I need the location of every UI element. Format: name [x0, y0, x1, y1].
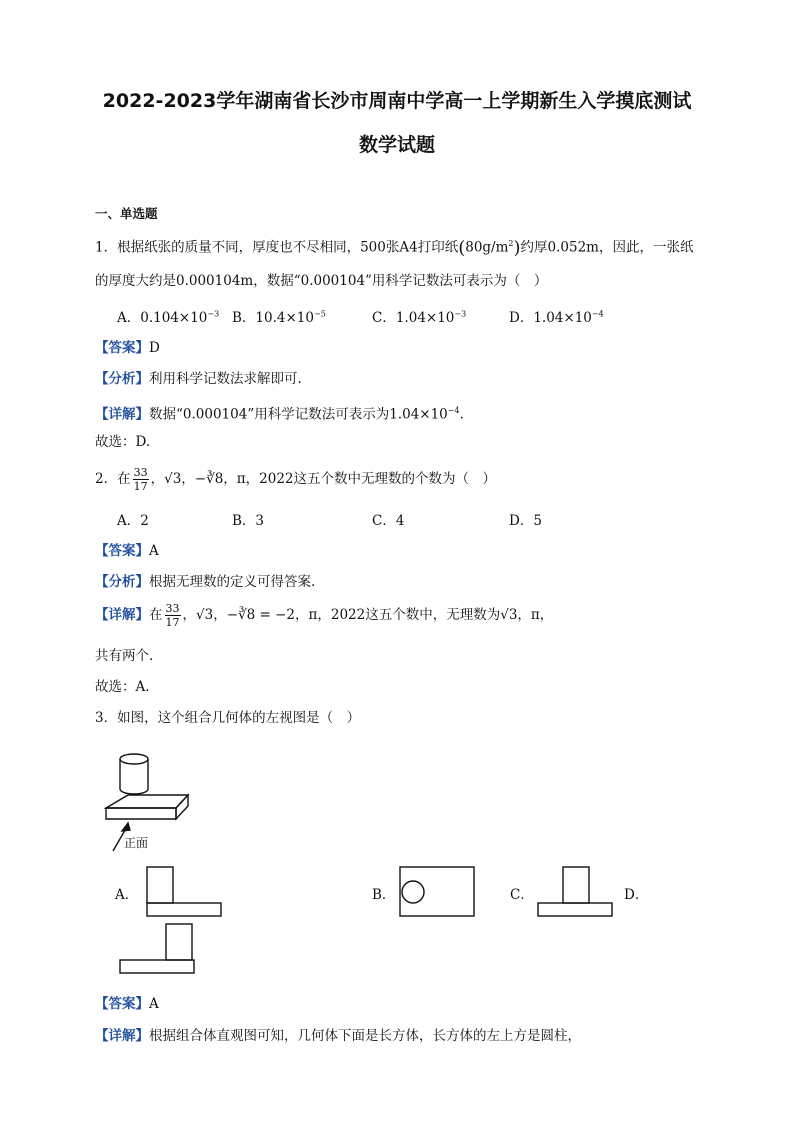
paren-left: ( [458, 237, 466, 259]
answer-tag: 【答案】 [95, 340, 149, 356]
q1-analysis: 【分析】利用科学记数法求解即可. [95, 371, 302, 387]
q3-answer: 【答案】A [95, 996, 159, 1012]
q3-stem: 3．如图，这个组合几何体的左视图是（ ） [95, 710, 361, 726]
doc-title-line2: 数学试题 [358, 134, 435, 156]
q1-stem-line1 [95, 235, 693, 258]
detail-tag: 【详解】 [95, 406, 149, 423]
slab-right-face [176, 795, 188, 819]
q2-analysis: 【分析】根据无理数的定义可得答案. [95, 574, 316, 590]
q2-option-b: B．3 [232, 513, 265, 529]
q1-option-d: D．$1.04\times 10^{-4}$ [509, 309, 604, 326]
q3-option-a-figure [146, 866, 224, 918]
q1-paper-exp: 2 [508, 239, 514, 248]
q1-option-a: A．$0.104\times 10^{-3}$ [117, 309, 220, 326]
front-label: 正面 [124, 836, 149, 850]
q2-option-c: C．4 [372, 513, 405, 529]
q1-choose: 故选：D. [95, 434, 151, 450]
q2-stem: 2．在 $\frac{33}{17}$ ，√3，−∛8，π，2022这五个数中无理数的个数为（ ） [95, 466, 497, 493]
q3-detail: 【详解】根据组合体直观图可知，几何体下面是长方体，长方体的左上方是圆柱， [95, 1028, 581, 1044]
fraction-33-17: $\frac{33}{17}$ [133, 466, 148, 493]
slab-front-face [106, 808, 176, 819]
q1-detail: 【详解】数据“0.000104”用科学记数法可表示为$1.04\times 10^{-4}$. [95, 406, 464, 423]
q1-paper-spec: 80g/m [465, 239, 509, 256]
q2-choose: 故选：A. [95, 679, 150, 695]
combined-solid-figure [100, 745, 210, 855]
cylinder-top [120, 754, 148, 764]
q1-stem-b: 约厚0.052m，因此，一张纸 [520, 239, 694, 256]
q2-detail: 【详解】在 $\frac{33}{17}$ ，√3，−∛8 = −2，π，2022这五个数中，无理数为√3，π， [95, 602, 554, 629]
q3-option-a-label: A． [115, 887, 139, 903]
q2-answer: 【答案】A [95, 543, 159, 559]
q3-option-c-figure [537, 866, 615, 918]
q1-answer: 【答案】D [95, 340, 160, 356]
paren-right: ) [513, 237, 521, 259]
q2-detail-line2: 共有两个. [95, 648, 154, 664]
q1-stem-a: 1．根据纸张的质量不同，厚度也不尽相同，500张A4打印纸 [95, 239, 459, 256]
q1-option-c: C．$1.04\times 10^{-3}$ [372, 309, 467, 326]
q3-option-d-label: D． [624, 887, 649, 903]
q2-option-d: D．5 [509, 513, 542, 529]
analysis-tag: 【分析】 [95, 371, 149, 387]
arrow-head-icon [122, 823, 130, 831]
doc-title-line1: 2022-2023学年湖南省长沙市周南中学高一上学期新生入学摸底测试 [102, 90, 692, 112]
q3-option-b-figure [399, 866, 477, 918]
cylinder-bottom [120, 789, 148, 794]
q3-option-b-label: B． [372, 887, 396, 903]
fraction-33-17-detail: $\frac{33}{17}$ [165, 602, 180, 629]
slab-top-face [106, 795, 188, 808]
q1-option-b: B．$10.4\times 10^{-5}$ [232, 309, 326, 326]
q3-option-c-label: C． [510, 887, 534, 903]
q2-option-a: A．2 [117, 513, 149, 529]
q3-option-d-figure [119, 923, 197, 975]
section-heading: 一、单选题 [95, 206, 158, 221]
q1-stem-line2: 的厚度大约是0.000104m，数据“0.000104”用科学记数法可表示为（ ） [95, 273, 548, 289]
